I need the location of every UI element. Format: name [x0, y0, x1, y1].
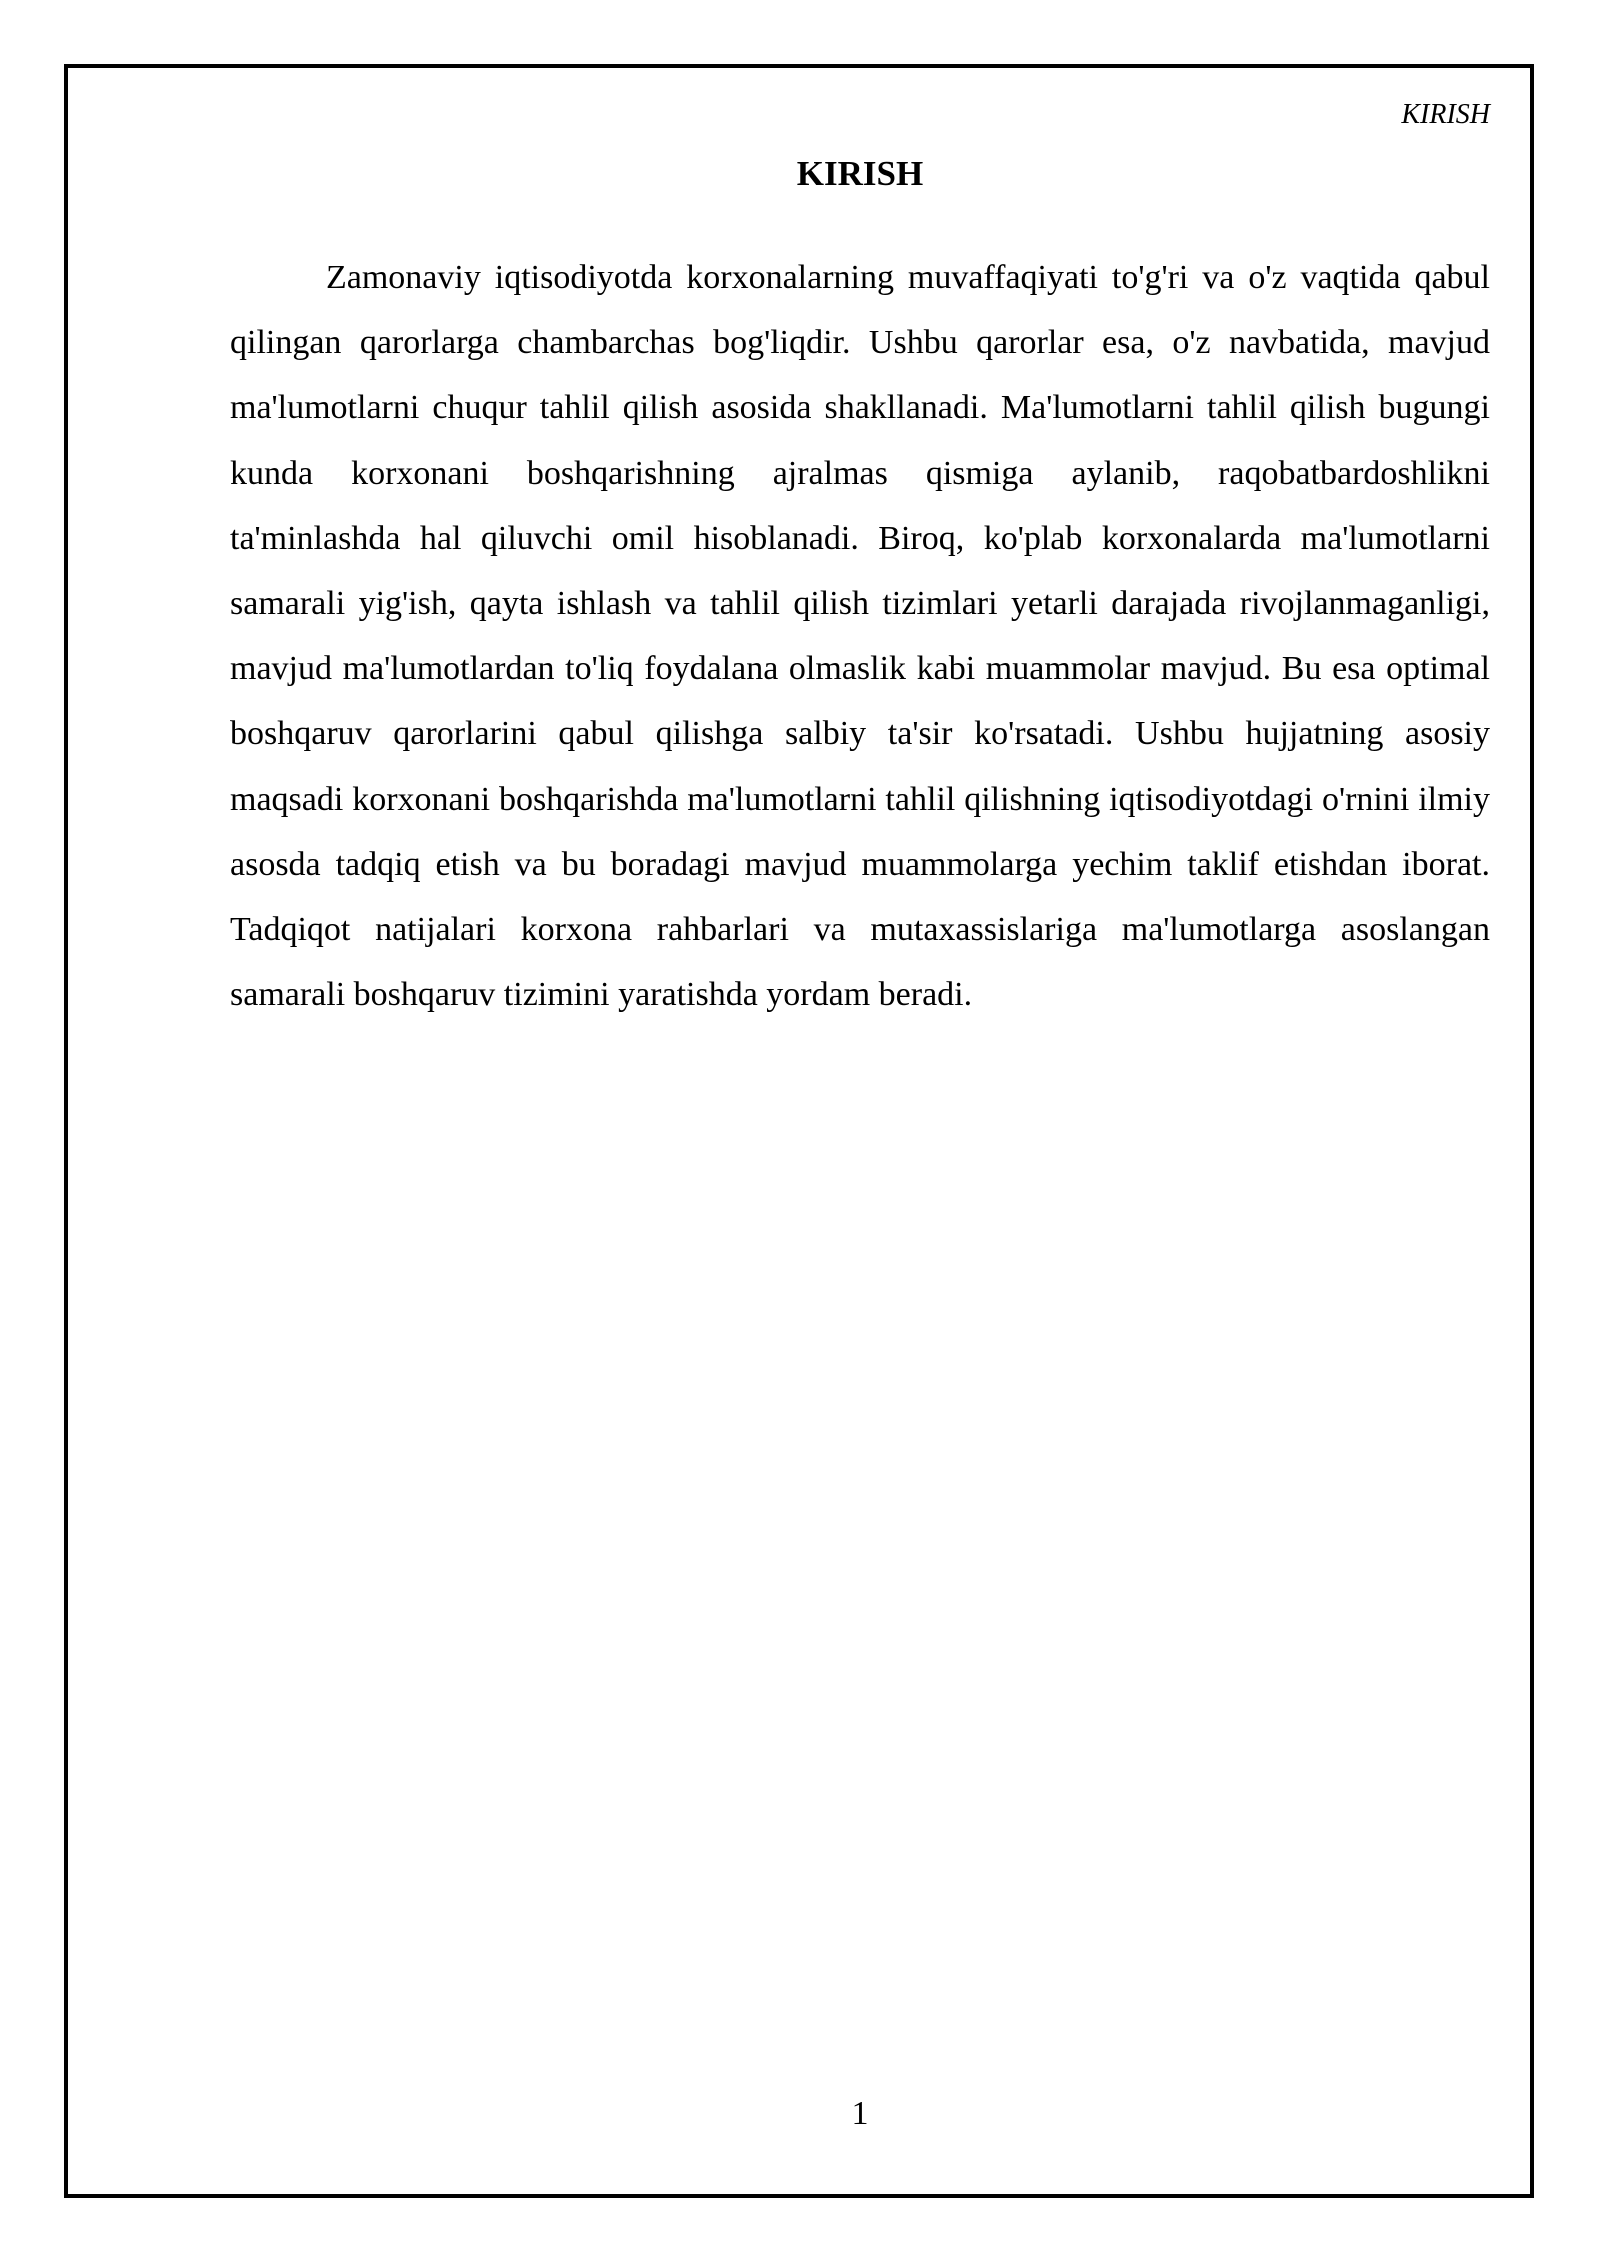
page-title: KIRISH — [796, 154, 924, 193]
page-number: 1 — [851, 2095, 869, 2132]
running-header: KIRISH — [1401, 99, 1490, 130]
body-paragraph: Zamonaviy iqtisodiyotda korxonalarning muvaffaqiyati to'g'ri va o'z vaqtida qabul qilingan qarorlarga chambarchas bog'liqdir. Ushbu qarorlar esa, o'z navbatida, mavjud ma'lumotlarni chuqur tahlil qilish asosida shakllanadi. Ma'lumotlarni tahlil qilish bugungi kunda korxonani boshqarishning ajralmas qismiga aylanib, raqobatbardoshlikni ta'minlashda hal qiluvchi omil hisoblanadi. Biroq, ko'plab korxonalarda ma'lumotlarni samarali yig'ish, qayta ishlash va tahlil qilish tizimlari yetarli darajada rivojlanmaganligi, mavjud ma'lumotlardan to'liq foydalana olmaslik kabi muammolar mavjud. Bu esa optimal boshqaruv qarorlarini qabul qilishga salbiy ta'sir ko'rsatadi. Ushbu hujjatning asosiy maqsadi korxonani boshqarishda ma'lumotlarni tahlil qilishning iqtisodiyotdagi o'rnini ilmiy asosda tadqiq etish va bu boradagi mavjud muammolarga yechim taklif etishdan iborat. Tadqiqot natijalari korxona rahbarlari va mutaxassislariga ma'lumotlarga asoslangan samarali boshqaruv tizimini yaratishda yordam beradi. — [230, 259, 1490, 1014]
